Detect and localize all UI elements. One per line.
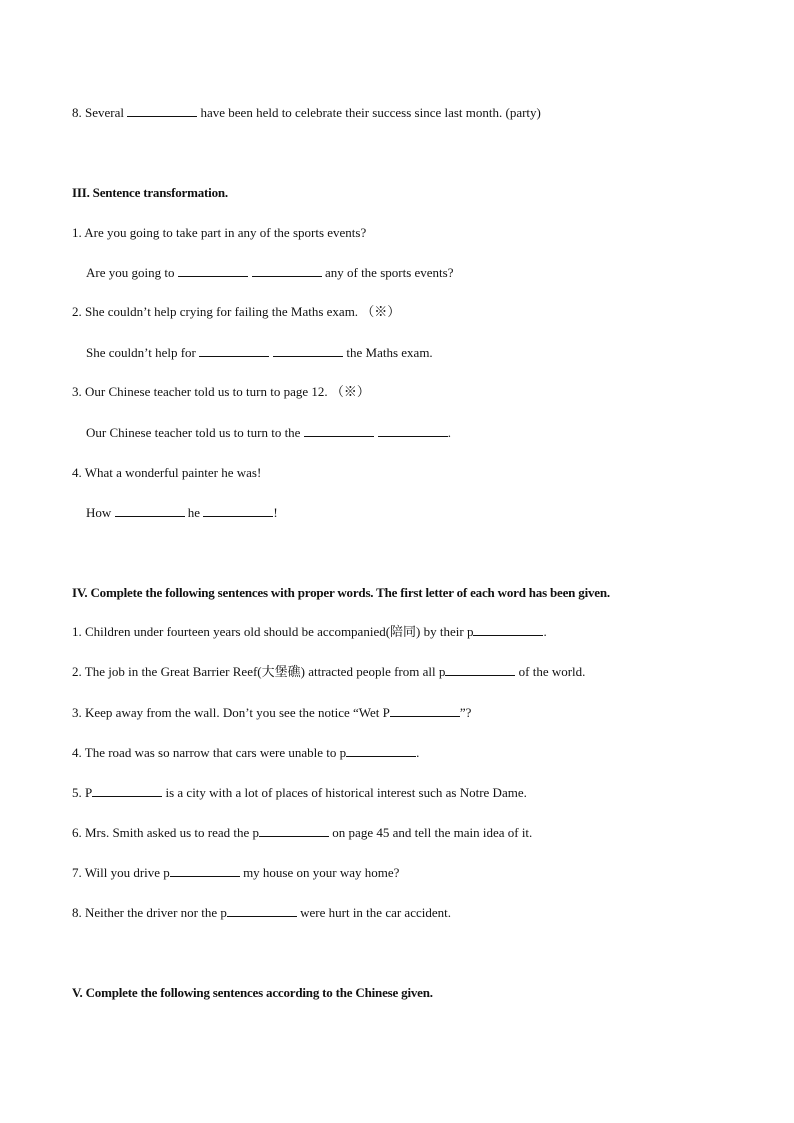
s3-answer-4: How he ! (86, 505, 278, 520)
s3-answer-2: She couldn’t help for the Maths exam. (86, 345, 433, 360)
s3-question-1: 1. Are you going to take part in any of the sports events? (72, 225, 367, 240)
answer-blank[interactable] (390, 705, 460, 717)
item-8-party: 8. Several have been held to celebrate their success since last month. (party) (72, 105, 541, 120)
s4-item: 6. Mrs. Smith asked us to read the p on page 45 and tell the main idea of it. (72, 825, 533, 840)
s3-question-3: 3. Our Chinese teacher told us to turn to page 12. （※） (72, 384, 370, 399)
s4-item: 3. Keep away from the wall. Don’t you see the notice “Wet P ”? (72, 705, 472, 720)
s4-item: 2. The job in the Great Barrier Reef(大堡礁) attracted people from all p of the world. (72, 664, 586, 679)
answer-blank[interactable] (304, 425, 374, 437)
s4-item: 7. Will you drive p my house on your way home? (72, 865, 400, 880)
answer-blank[interactable] (473, 624, 543, 636)
answer-blank[interactable] (178, 265, 248, 277)
answer-blank[interactable] (127, 105, 197, 117)
answer-blank[interactable] (227, 905, 297, 917)
answer-blank[interactable] (92, 785, 162, 797)
answer-blank[interactable] (170, 865, 240, 877)
answer-blank[interactable] (252, 265, 322, 277)
s3-question-4: 4. What a wonderful painter he was! (72, 465, 262, 480)
answer-blank[interactable] (378, 425, 448, 437)
answer-blank[interactable] (199, 345, 269, 357)
s3-question-2: 2. She couldn’t help crying for failing the Maths exam. （※） (72, 304, 401, 319)
s3-answer-1: Are you going to any of the sports events? (86, 265, 454, 280)
section-4-title: IV. Complete the following sentences with proper words. The first letter of each word has been given. (72, 585, 610, 600)
s4-item: 1. Children under fourteen years old should be accompanied(陪同) by their p . (72, 624, 547, 639)
section-3-title: III. Sentence transformation. (72, 185, 228, 200)
s4-item: 4. The road was so narrow that cars were unable to p . (72, 745, 420, 760)
answer-blank[interactable] (259, 825, 329, 837)
s3-answer-3: Our Chinese teacher told us to turn to the . (86, 425, 451, 440)
s4-item: 5. P is a city with a lot of places of historical interest such as Notre Dame. (72, 785, 527, 800)
answer-blank[interactable] (115, 505, 185, 517)
answer-blank[interactable] (273, 345, 343, 357)
answer-blank[interactable] (203, 505, 273, 517)
section-5-title: V. Complete the following sentences according to the Chinese given. (72, 985, 433, 1000)
answer-blank[interactable] (445, 664, 515, 676)
answer-blank[interactable] (346, 745, 416, 757)
s4-item: 8. Neither the driver nor the p were hurt in the car accident. (72, 905, 451, 920)
